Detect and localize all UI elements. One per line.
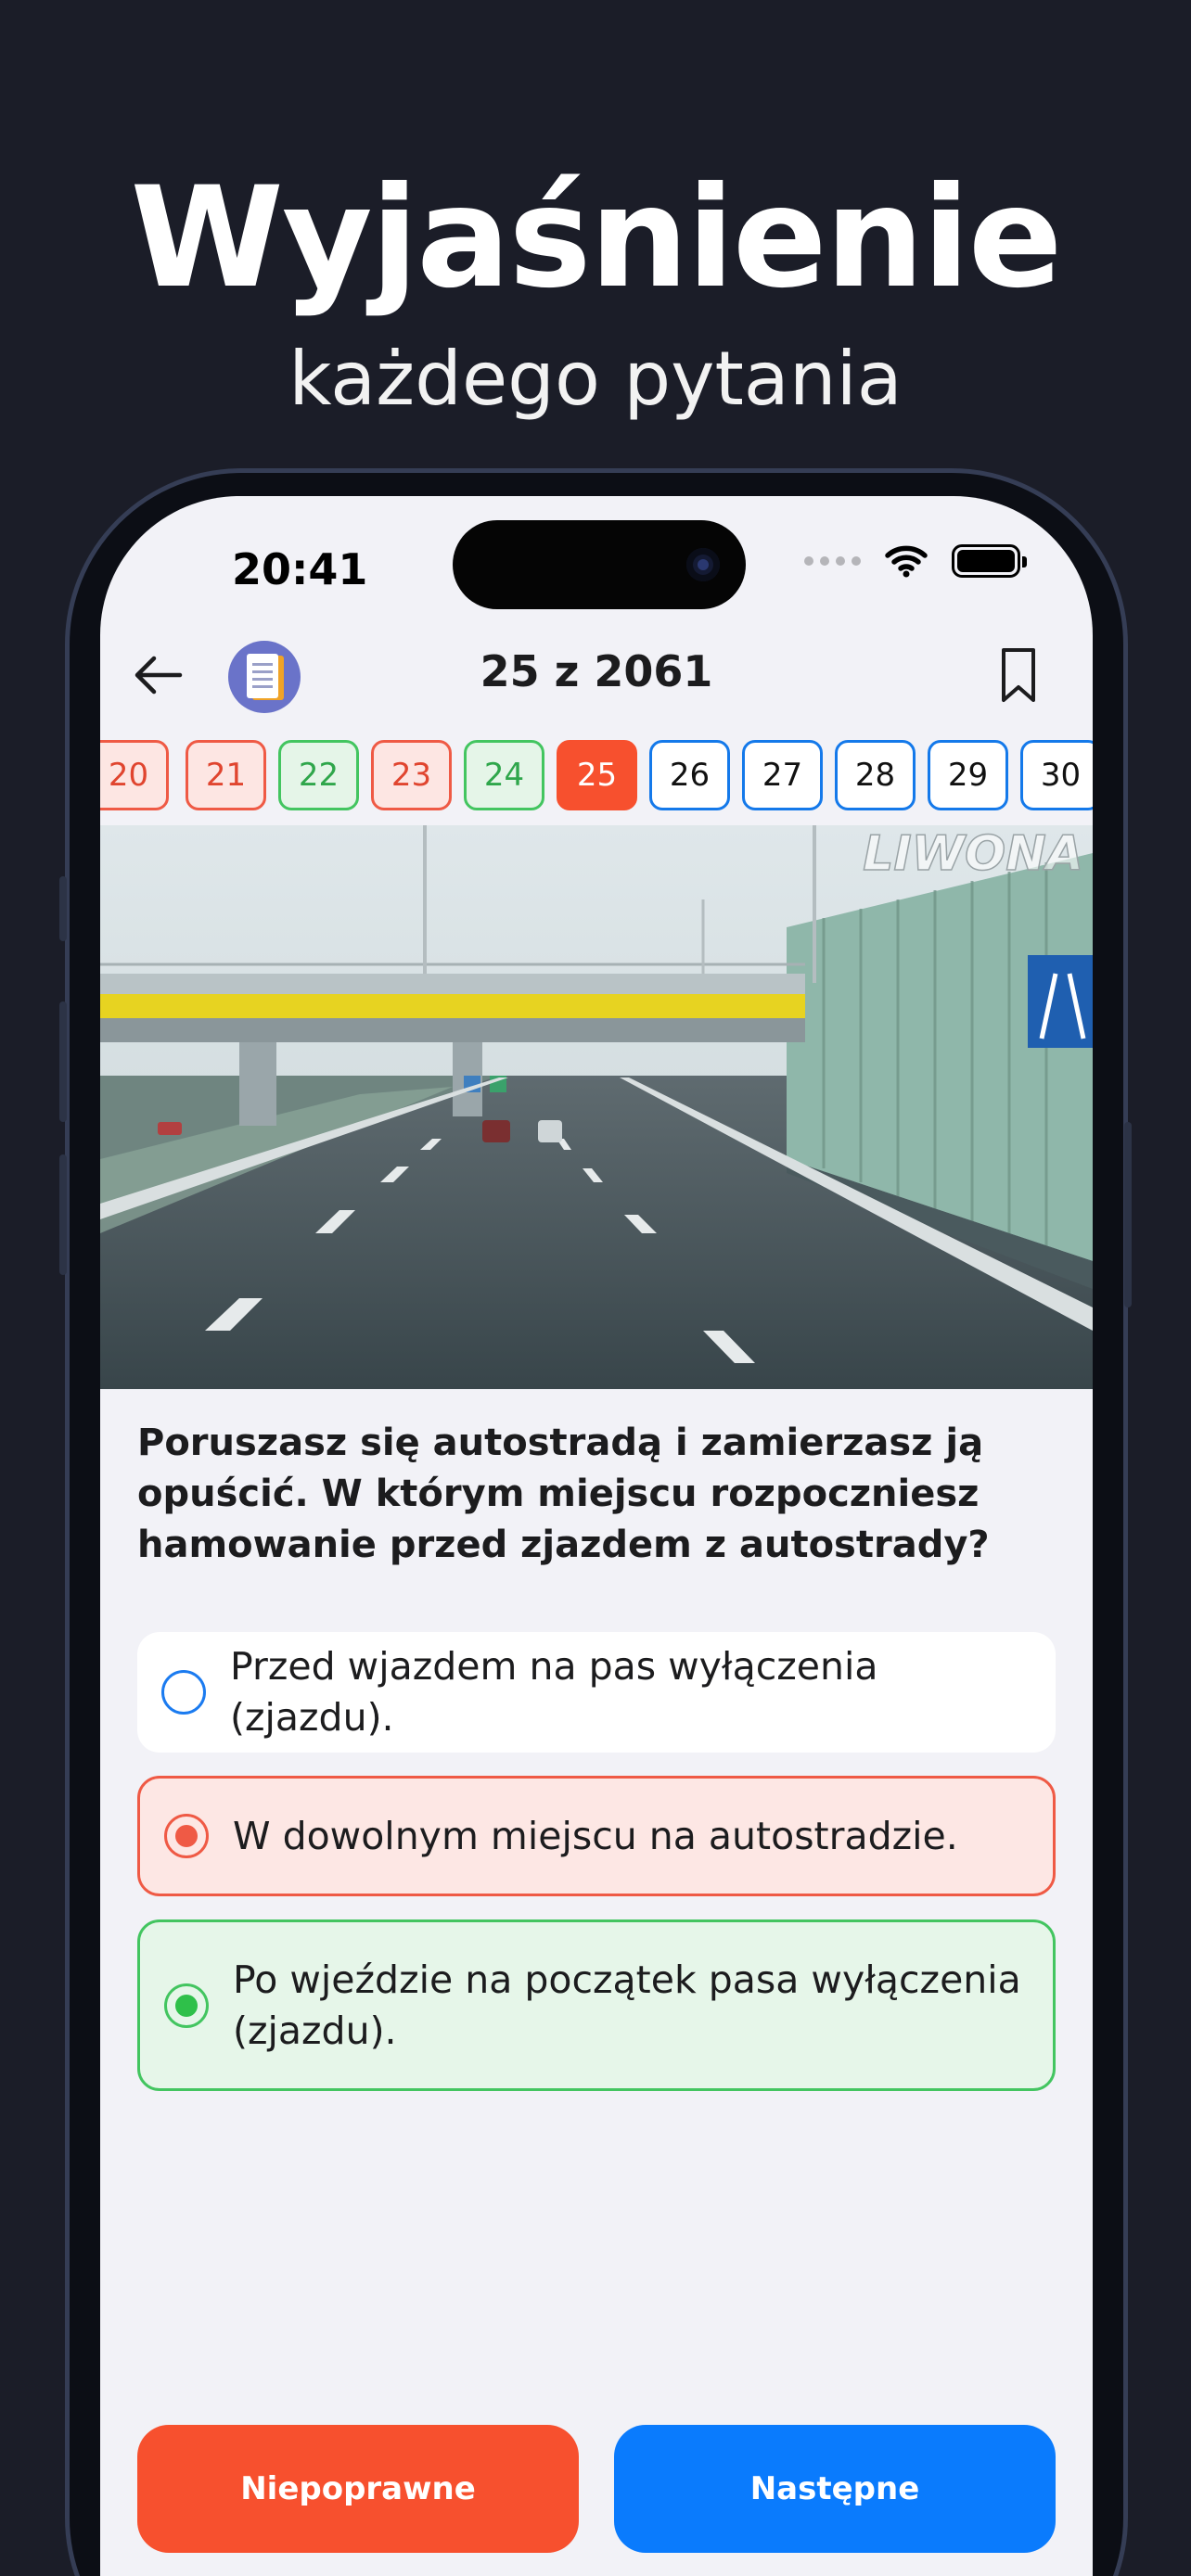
- phone-volume-up: [59, 1001, 67, 1122]
- question-number-strip[interactable]: [100, 740, 1093, 812]
- question-number-item[interactable]: 29: [928, 740, 1008, 810]
- photo-watermark: LIWONA: [863, 826, 1083, 882]
- question-counter: 25 z 2061: [480, 646, 713, 696]
- signal-icon: [804, 556, 861, 566]
- answer-option-3[interactable]: [137, 1919, 1056, 2091]
- question-text: Poruszasz się autostradą i zamierzasz ją opuścić. W którym miejscu rozpoczniesz hamowanie przed zjazdem z autostrady?: [137, 1422, 990, 1566]
- camera-icon: [686, 548, 720, 581]
- question-number-item[interactable]: 20: [100, 740, 169, 810]
- answer-text: Przed wjazdem na pas wyłączenia (zjazdu).: [230, 1644, 878, 1740]
- question-number-item[interactable]: 24: [464, 740, 544, 810]
- phone-power-button: [1124, 1122, 1132, 1307]
- question-number-item[interactable]: 28: [835, 740, 916, 810]
- bookmark-icon[interactable]: [998, 646, 1039, 704]
- dynamic-island: [453, 520, 746, 609]
- highway-scene-image: [100, 825, 1093, 1389]
- question-number-current[interactable]: 25: [557, 740, 637, 810]
- answer-option-2[interactable]: [137, 1776, 1056, 1896]
- answer-option-1[interactable]: [137, 1632, 1056, 1753]
- answer-text: W dowolnym miejscu na autostradzie.: [233, 1813, 958, 1858]
- status-indicators: [804, 544, 1020, 578]
- question-number-item[interactable]: 21: [186, 740, 266, 810]
- radio-correct-icon: [164, 1983, 209, 2028]
- question-number-item[interactable]: 23: [371, 740, 452, 810]
- next-button[interactable]: Następne: [614, 2425, 1056, 2553]
- phone-volume-down: [59, 1154, 67, 1275]
- incorrect-button[interactable]: Niepoprawne: [137, 2425, 579, 2553]
- status-time: 20:41: [232, 544, 368, 594]
- answer-text: Po wjeździe na początek pasa wyłączenia (zjazdu).: [233, 1957, 1021, 2053]
- promo-headline: Wyjaśnienie: [130, 158, 1061, 319]
- question-number-item[interactable]: 27: [742, 740, 823, 810]
- back-arrow-icon[interactable]: [130, 652, 186, 698]
- battery-icon: [952, 544, 1020, 578]
- promo-subheadline: każdego pytania: [288, 336, 903, 422]
- category-avatar-icon[interactable]: [228, 641, 301, 713]
- question-number-item[interactable]: 26: [649, 740, 730, 810]
- question-photo: [100, 825, 1093, 1389]
- question-number-item[interactable]: 30: [1020, 740, 1093, 810]
- wifi-icon: [885, 544, 928, 578]
- question-number-item[interactable]: 22: [278, 740, 359, 810]
- nav-bar: [100, 628, 1093, 721]
- phone-side-button: [59, 876, 67, 941]
- radio-unselected-icon: [161, 1670, 206, 1715]
- radio-selected-wrong-icon: [164, 1814, 209, 1858]
- app-screen: [100, 496, 1093, 2576]
